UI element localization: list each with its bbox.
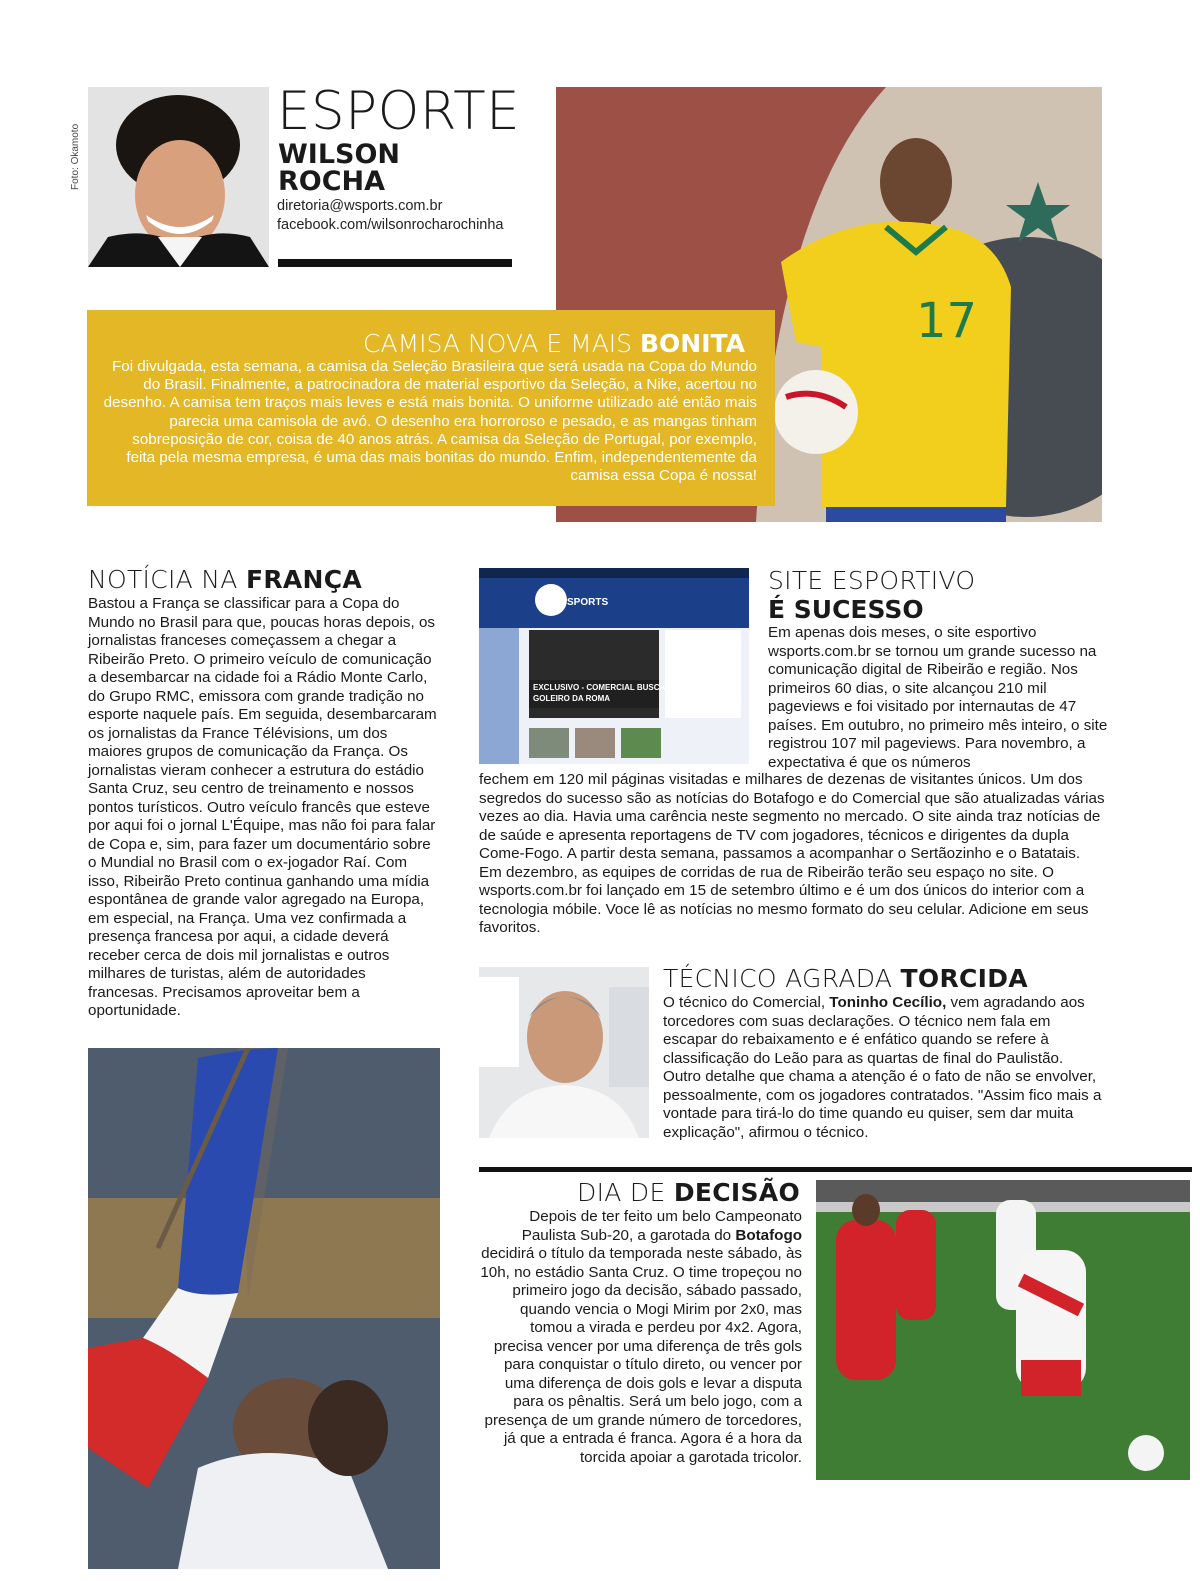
- france-fans-photo: [88, 1048, 440, 1569]
- section-title: ESPORTE: [277, 81, 521, 142]
- tecnico-title-bold: TORCIDA: [900, 964, 1028, 993]
- site-body-bottom: fechem em 120 mil páginas visitadas e milhares de dezenas de visitantes únicos. Um dos segredos do sucesso são as notícias do Botafogo e do Comercial que são atualizadas várias vezes ao dia. Havia uma carência neste segmento no mercado. O site ainda traz notícias de de saúde e apresenta reportagens de TV com jogadores, técnicos e dirigentes da dupla Come-Fogo. A partir desta semana, passamos a acompanhar o Sertãozinho e o Batatais. Em dezembro, as equipes de corridas de rua de Ribeirão terão seu espaço no site. O wsports.com.br foi lançado em 15 de setembro último e é um dos únicos do interior com a tecnologia móbile. Voce lê as notícias no mesmo formato do seu celular. Adicione em seus favoritos.: [479, 771, 1105, 936]
- decisao-body-team-name: Botafogo: [735, 1226, 802, 1244]
- author-email[interactable]: diretoria@wsports.com.br: [277, 198, 443, 214]
- author-first-name: WILSON: [278, 139, 401, 170]
- author-facebook[interactable]: facebook.com/wilsonrocharochinha: [277, 217, 504, 233]
- svg-text:EXCLUSIVO - COMERCIAL BUSCA: EXCLUSIVO - COMERCIAL BUSCA: [533, 683, 666, 692]
- tecnico-body-coach-name: Toninho Cecílio,: [829, 994, 947, 1011]
- tecnico-body-rest: vem agradando aos torcedores com suas declarações. O técnico nem fala em escapar do rebaixamento e é enfático quando se refere à classificação do Leão para as quartas de final do Paulistão. Outro detalhe que chama a atenção é o fato de não se envolver, pessoalmente, com os jogadores contratados. "Assim fico mais a vontade para tirá-lo do time quando eu quiser, sem dar muita explicação", afirmou o técnico.: [663, 994, 1102, 1141]
- website-screenshot-illustration: [479, 568, 749, 764]
- site-body-top: Em apenas dois meses, o site esportivo wsports.com.br se tornou um grande sucesso na comunicação digital de Ribeirão e região. Nos primeiros 60 dias, o site alcançou 210 mil pageviews e foi visitado por internautas de 47 países. Em outubro, no primeiro mês inteiro, o site registrou 107 mil pageviews. Para novembro, a expectativa é que os números: [768, 624, 1108, 771]
- author-last-name: ROCHA: [278, 166, 386, 197]
- franca-body: Bastou a França se classificar para a Copa do Mundo no Brasil para que, poucas horas depois, os jornalistas franceses começassem a chegar a Ribeirão Preto. O primeiro veículo de comunicação a desembarcar na cidade foi a Rádio Monte Carlo, do Grupo RMC, emissora com grande tradição no esporte naquele país. Em seguida, desembarcaram os jornalistas da France Télévisions, um dos maiores grupos de comunicação da França. Os jornalistas vieram conhecer a estrutura do estádio Santa Cruz, seu centro de treinamento e nossos pontos turísticos. Outro veículo francês que esteve por aqui foi o jornal L'Équipe, mas não foi para falar de Copa e, sim, para fazer um documentário sobre o Mundial no Brasil com o ex-jogador Raí. Com isso, Ribeirão Preto continua ganhando uma mídia espontânea de grande valor agregado na Europa, em especial, na França. Uma vez confirmada a presença francesa por aqui, a cidade deverá receber cerca de dois mil jornalistas e outros milhares de turistas, além de autoridades francesas. Precisamos aproveitar bem a oportunidade.: [88, 595, 437, 1019]
- tecnico-title-light: TÉCNICO AGRADA: [663, 964, 901, 993]
- coach-photo: [479, 967, 649, 1138]
- jersey-number: 17: [916, 293, 978, 349]
- tecnico-body-intro: O técnico do Comercial,: [663, 994, 830, 1011]
- decisao-title-bold: DECISÃO: [673, 1178, 800, 1207]
- site-title-line1: SITE ESPORTIVO: [768, 566, 976, 595]
- france-flag-celebration-illustration: [88, 1048, 440, 1569]
- site-title-line2: É SUCESSO: [768, 595, 924, 624]
- tecnico-body: [663, 994, 1105, 1142]
- football-match-illustration: [816, 1180, 1190, 1480]
- tecnico-title: [663, 964, 1028, 994]
- feature-body: Foi divulgada, esta semana, a camisa da Seleção Brasileira que será usada na Copa do Mundo do Brasil. Finalmente, a patrocinadora de material esportivo da Seleção, a Nike, acertou no desenho. A camisa tem traços mais leves e está mais bonita. O uniforme utilizado até então mais parecia uma camisola de avó. O desenho era horroroso e pesado, e as mangas tinham sobreposição de cor, coisa de 40 anos atrás. A camisa da Seleção de Portugal, por exemplo, feita pela mesma empresa, é uma das mais bonitas do mundo. Enfim, independentemente da camisa essa Copa é nossa!: [103, 358, 757, 485]
- feature-title-bold: BONITA: [640, 329, 745, 358]
- coach-portrait-illustration: [479, 967, 649, 1138]
- header-divider: [278, 259, 512, 267]
- decisao-title: [577, 1178, 800, 1208]
- photo-credit: Foto: Okamoto: [70, 123, 81, 190]
- decisao-body: [478, 1208, 802, 1467]
- franca-title-bold: FRANÇA: [245, 565, 363, 594]
- section-divider: [479, 1167, 1192, 1172]
- author-portrait-illustration: [88, 87, 269, 267]
- match-photo: [816, 1180, 1190, 1480]
- wsports-site-screenshot: [479, 568, 749, 764]
- decisao-body-intro: Depois de ter feito um belo Campeonato Paulista Sub-20, a garotada do: [521, 1208, 802, 1244]
- decisao-body-rest: decidirá o título da temporada neste sábado, às 10h, no estádio Santa Cruz. O time tropeçou no primeiro jogo da decisão, sábado passado, quando vencia o Mogi Mirim por 2x0, mas tomou a virada e perdeu por 4x2. Agora, precisa vencer por uma diferença de três gols para conquistar o título direto, ou vencer por uma diferença de dois gols e levar a disputa para os pênaltis. Será um belo jogo, com a presença de um grande número de torcedores, já que a entrada é franca. Agora é a hora da torcida apoiar a garotada tricolor.: [480, 1245, 802, 1466]
- feature-title: [363, 330, 745, 358]
- screenshot-logo-text: SPORTS: [567, 597, 609, 608]
- franca-title: [88, 565, 362, 595]
- feature-box: [87, 310, 775, 506]
- author-photo: [88, 87, 269, 267]
- svg-text:GOLEIRO DA ROMA: GOLEIRO DA ROMA: [533, 694, 611, 703]
- author-name: [278, 141, 400, 195]
- franca-title-light: NOTÍCIA NA: [88, 565, 246, 594]
- decisao-title-light: DIA DE: [577, 1178, 674, 1207]
- feature-title-light: CAMISA NOVA E MAIS: [363, 329, 640, 358]
